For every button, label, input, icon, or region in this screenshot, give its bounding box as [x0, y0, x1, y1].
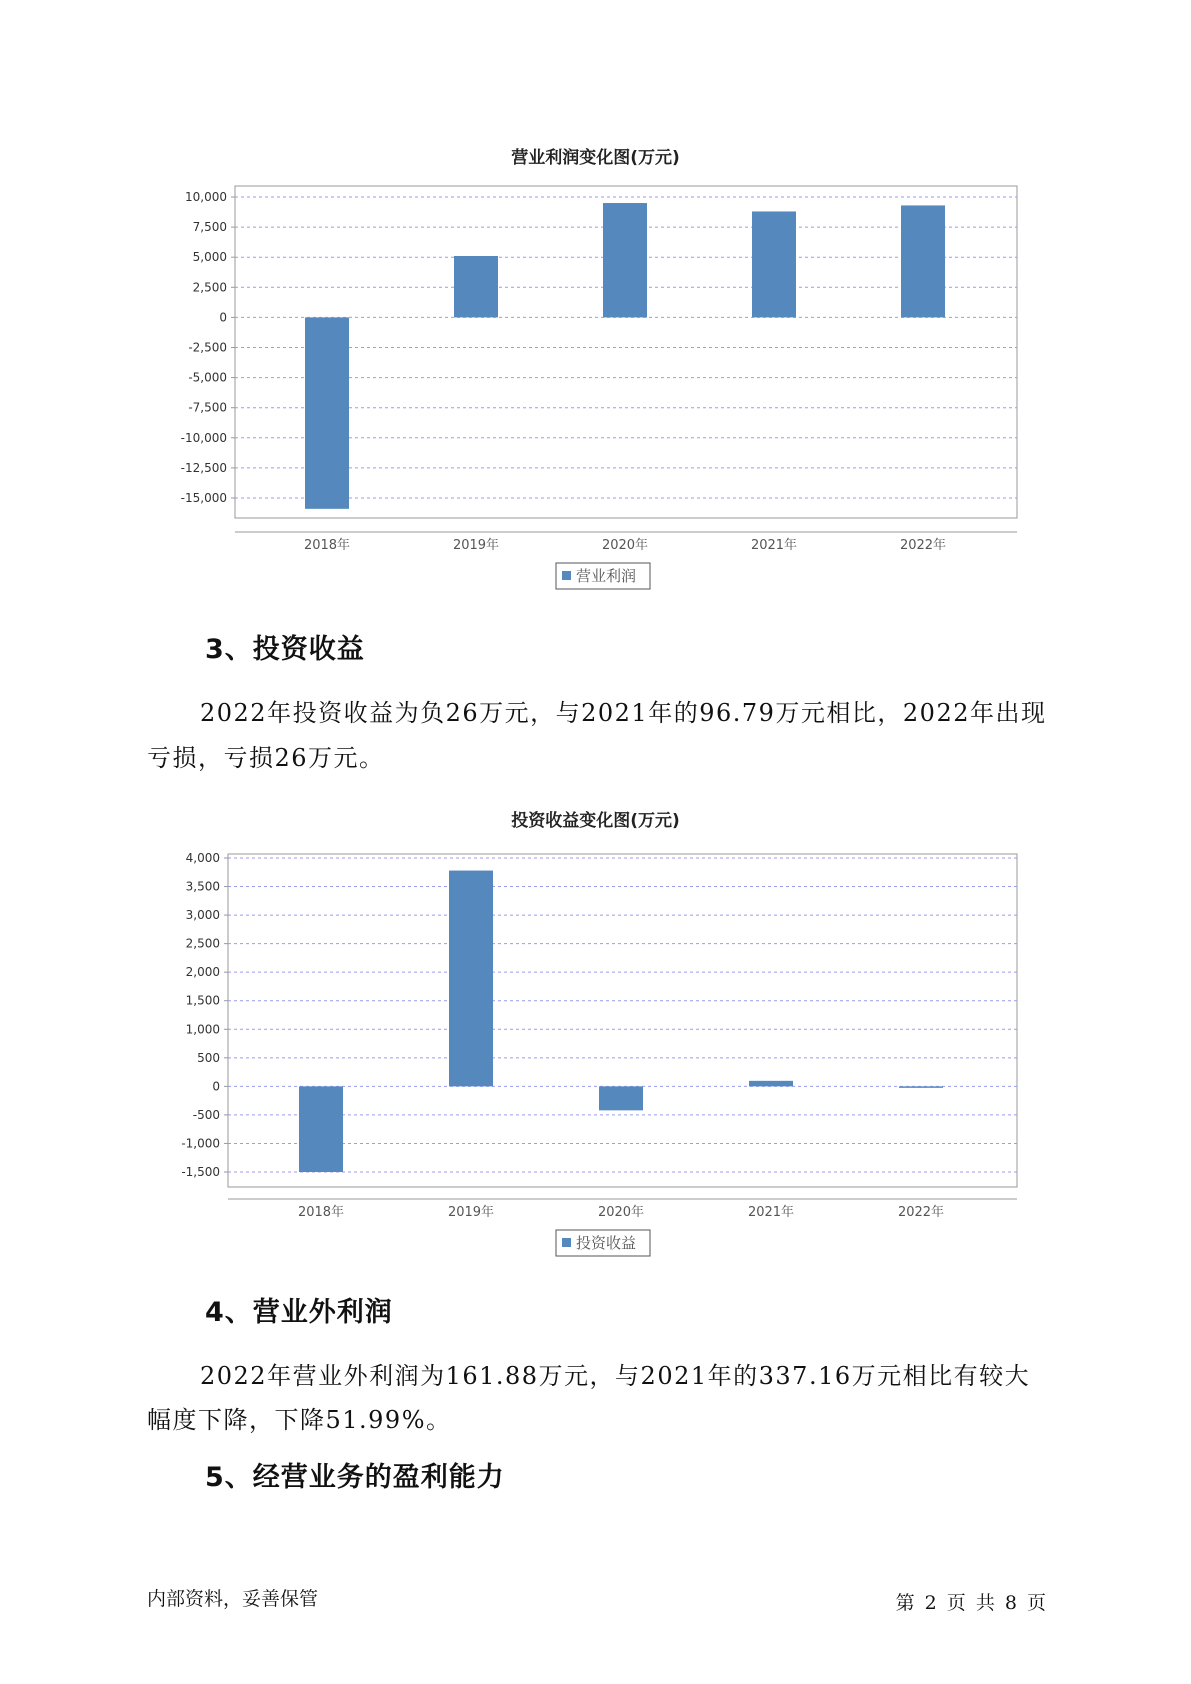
y-tick-label: -15,000	[180, 491, 227, 505]
y-tick-label: 0	[212, 1079, 220, 1094]
bar-2018年	[299, 1086, 343, 1172]
y-tick-label: 1,500	[185, 993, 220, 1008]
section-3-heading: 3、投资收益	[205, 634, 365, 665]
plot-area	[228, 854, 1017, 1187]
y-tick-label: -500	[192, 1107, 220, 1122]
y-tick-label: -2,500	[188, 340, 227, 355]
bar-2020年	[599, 1086, 643, 1110]
y-tick-label: 3,500	[185, 879, 220, 894]
section-3-line-2: 亏损，亏损26万元。	[147, 744, 385, 772]
y-tick-label: 2,500	[185, 936, 220, 951]
section-4-heading: 4、营业外利润	[205, 1297, 393, 1328]
section-4-line-1: 2022年营业外利润为161.88万元，与2021年的337.16万元相比有较大	[200, 1362, 1031, 1390]
y-tick-label: -1,000	[181, 1136, 220, 1151]
y-tick-label: 500	[197, 1050, 220, 1065]
x-tick-label: 2022年	[899, 538, 947, 553]
bar-2022年	[899, 1086, 943, 1088]
x-tick-label: 2019年	[452, 538, 500, 553]
y-tick-label: 7,500	[192, 220, 227, 235]
y-tick-label: -12,500	[180, 460, 227, 475]
x-tick-label: 2020年	[597, 1205, 645, 1220]
y-tick-label: -10,000	[180, 430, 227, 445]
y-tick-label: 3,000	[185, 908, 220, 923]
x-tick-label: 2020年	[601, 538, 649, 553]
y-tick-label: 1,000	[185, 1022, 220, 1037]
y-tick-label: 4,000	[185, 851, 220, 865]
section-4-line-2: 幅度下降，下降51.99%。	[147, 1406, 452, 1434]
x-tick-label: 2021年	[750, 538, 798, 553]
bar-2021年	[749, 1081, 793, 1087]
x-tick-label: 2019年	[447, 1205, 495, 1220]
x-tick-label: 2021年	[747, 1205, 795, 1220]
y-tick-label: 2,000	[185, 965, 220, 980]
chart1-title: 营业利润变化图(万元)	[511, 148, 680, 168]
section-3-line-1: 2022年投资收益为负26万元，与2021年的96.79万元相比，2022年出现	[200, 699, 1047, 727]
chart2-title: 投资收益变化图(万元)	[511, 811, 680, 831]
legend-swatch	[562, 1238, 571, 1247]
y-tick-label: -7,500	[188, 400, 227, 415]
y-tick-label: 5,000	[192, 250, 227, 265]
legend-label: 投资收益	[576, 1234, 637, 1252]
x-tick-label: 2018年	[303, 538, 351, 553]
x-tick-label: 2022年	[897, 1205, 945, 1220]
x-tick-label: 2018年	[297, 1205, 345, 1220]
legend-label: 营业利润	[576, 567, 637, 585]
y-tick-label: 0	[219, 310, 227, 325]
y-tick-label: 2,500	[192, 280, 227, 295]
section-5-heading: 5、经营业务的盈利能力	[205, 1462, 505, 1493]
bar-2019年	[449, 871, 493, 1087]
y-tick-label: 10,000	[185, 190, 227, 204]
y-tick-label: -1,500	[181, 1165, 220, 1179]
footer-page-number: 第 2 页 共 8 页	[895, 1592, 1048, 1614]
footer-confidential-note: 内部资料，妥善保管	[147, 1588, 319, 1610]
y-tick-label: -5,000	[188, 370, 227, 385]
